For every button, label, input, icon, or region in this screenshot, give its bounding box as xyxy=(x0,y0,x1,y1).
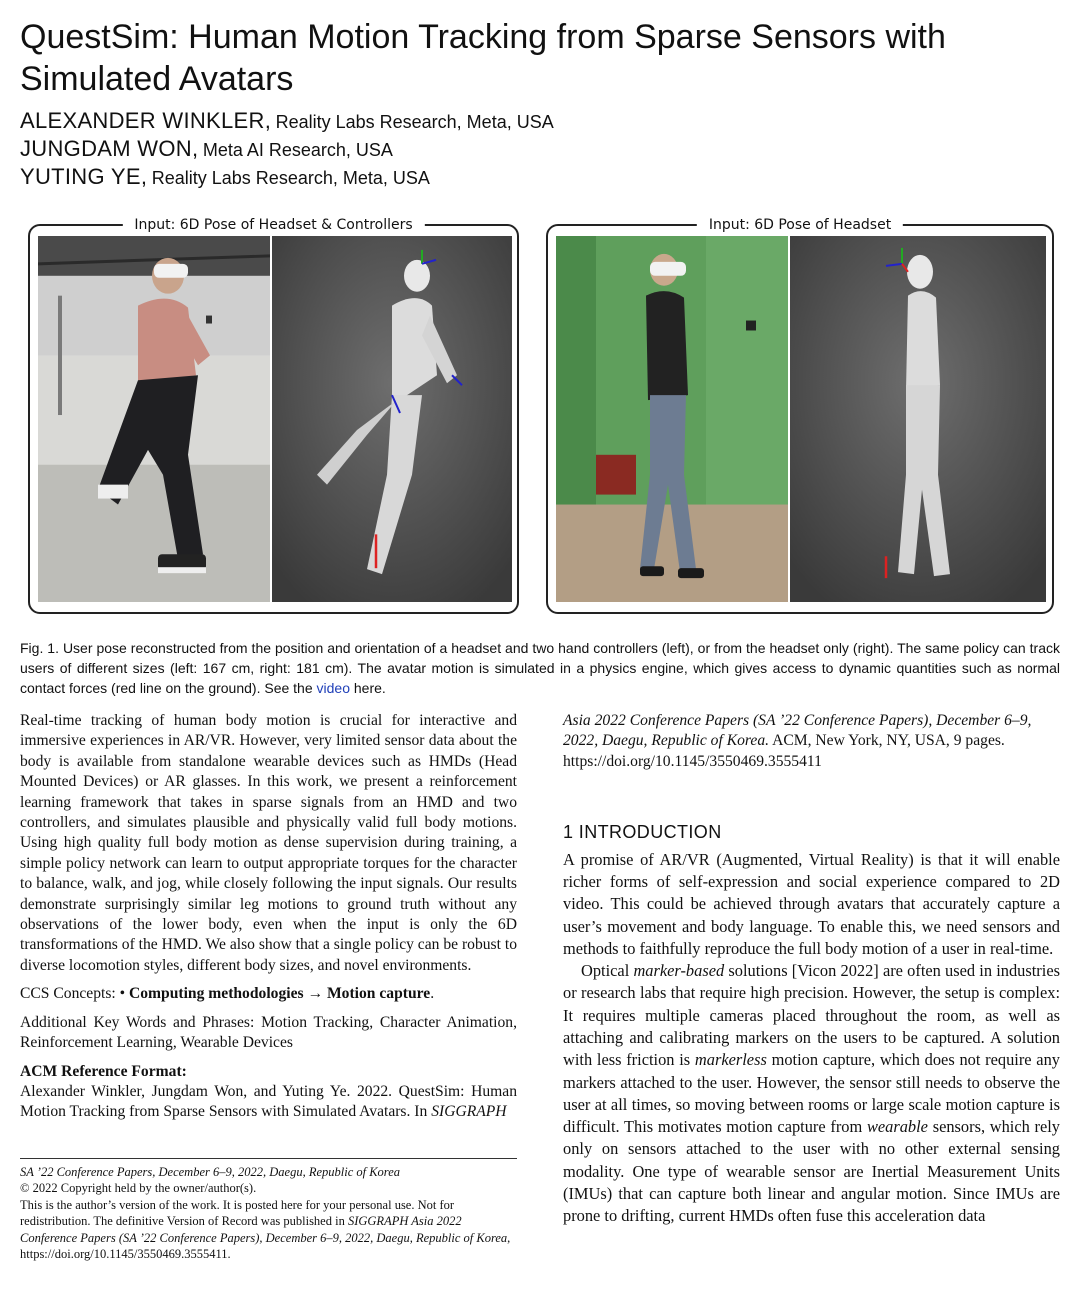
acm-reference-start: Alexander Winkler, Jungdam Won, and Yuting Ye. 2022. QuestSim: Human Motion Tracking from Sparse Sensors with Simulated Avatars. In xyxy=(20,1082,517,1121)
ccs-prefix: CCS Concepts: • xyxy=(20,985,129,1003)
author-list xyxy=(20,107,554,191)
text-run-italic: marker-based xyxy=(633,961,725,981)
text-run: motion capture, which does not require any markers attached to the user. However, the sensor still needs to observe the user at all times, so moving between rooms or large scale motion capture is difficult. This motivates motion capture from xyxy=(563,1050,1060,1137)
right-column xyxy=(563,711,1060,1228)
footnote-copyright: © 2022 Copyright held by the owner/author(s). xyxy=(20,1181,257,1196)
footnote-notice-venue: SIGGRAPH Asia 2022 Conference Papers (SA ’22 Conference Papers), December 6–9, 2022, Daegu, Republic of Korea xyxy=(20,1214,508,1245)
author-name: YUTING YE, xyxy=(20,164,148,189)
left-column xyxy=(20,711,517,1123)
author-affiliation: Reality Labs Research, Meta, USA xyxy=(275,112,554,132)
author-name: JUNGDAM WON, xyxy=(20,136,199,161)
figure-panel-label: Input: 6D Pose of Headset xyxy=(697,216,903,234)
acm-reference-end: ACM, New York, NY, USA, 9 pages. https://doi.org/10.1145/3550469.3555411 xyxy=(563,732,1005,770)
ccs-arrow: → xyxy=(303,985,327,1003)
keywords: Additional Key Words and Phrases: Motion Tracking, Character Animation, Reinforcement Learning, Wearable Devices xyxy=(20,1013,517,1052)
paper-title: QuestSim: Human Motion Tracking from Sparse Sensors with Simulated Avatars xyxy=(20,18,946,98)
acm-reference-text xyxy=(20,1082,517,1123)
abstract: Real-time tracking of human body motion is crucial for interactive and immersive experiences in AR/VR. However, very limited sensor data about the body is available from standalone wearable devices such as HMDs (Head Mounted Devices) or AR glasses. In this work, we present a reinforcement learning framework that takes in sparse signals from an HMD and two controllers, and simulates plausible and physically valid full body motions. Using high quality full body motion as dense supervision during training, a simple policy network can learn to output appropriate torques for the character to balance, walk, and jog, while closely following the input signals. Our results demonstrate surprisingly similar leg motions to ground truth without any observations of the lower body, even when the input is only the 6D transformations of the HMD. We also show that a single policy can be robust to diverse locomotion styles, different body sizes, and novel environments. xyxy=(20,712,517,974)
copyright-footnote xyxy=(20,1158,517,1262)
figure-caption xyxy=(20,638,1060,698)
figure-panel-headset-only xyxy=(546,217,1054,614)
intro-paragraph: A promise of AR/VR (Augmented, Virtual Reality) is that it will enable richer forms of self-expression and social experience compared to 2D video. This could be achieved through avatars that accurately capture a user’s movement and body language. To enable this, we need sensors and methods to faithfully reproduce the full body motion of a user in real-time. xyxy=(563,849,1060,958)
footnote-notice-end: , https://doi.org/10.1145/3550469.3555411. xyxy=(20,1230,511,1262)
author-entry xyxy=(20,107,554,135)
video-link[interactable]: video xyxy=(316,680,350,696)
ccs-concepts xyxy=(20,984,517,1004)
section-heading-introduction: 1 INTRODUCTION xyxy=(563,822,722,843)
footnote-venue: SA ’22 Conference Papers, December 6–9, 2022, Daegu, Republic of Korea xyxy=(20,1165,401,1179)
text-run: Optical xyxy=(581,961,630,981)
acm-reference-venue: SIGGRAPH xyxy=(431,1103,507,1121)
author-affiliation: Meta AI Research, USA xyxy=(202,140,393,160)
figure-panel-label: Input: 6D Pose of Headset & Controllers xyxy=(122,216,424,234)
simulated-avatar-jogging xyxy=(272,236,512,602)
text-run-italic: wearable xyxy=(866,1117,928,1137)
acm-reference-continued xyxy=(563,711,1060,772)
ccs-term: Motion capture xyxy=(326,985,431,1003)
author-name: ALEXANDER WINKLER, xyxy=(20,108,272,133)
figure-panel-headset-controllers xyxy=(28,217,519,614)
text-run-italic: markerless xyxy=(694,1050,767,1070)
ccs-term: Computing methodologies xyxy=(129,985,304,1003)
acm-reference-heading: ACM Reference Format: xyxy=(20,1062,187,1080)
simulated-avatar-walking xyxy=(790,236,1046,602)
intro-paragraph xyxy=(563,960,1060,1228)
caption-text: Fig. 1. User pose reconstructed from the position and orientation of a headset and two hand controllers (left), or from the headset only (right). The same policy can track users of different sizes (left: 167 cm, right: 181 cm). The avatar motion is simulated in a physics engine, which gives access to dynamic quantities such as normal contact forces (red line on the ground). See the xyxy=(20,640,1060,696)
author-affiliation: Reality Labs Research, Meta, USA xyxy=(151,168,430,188)
author-entry xyxy=(20,163,554,191)
author-entry xyxy=(20,135,554,163)
acm-reference-venue-cont: Asia 2022 Conference Papers (SA ’22 Conference Papers), December 6–9, 2022, Daegu, Republic of Korea. xyxy=(563,712,1032,750)
photo-user-walking xyxy=(556,236,788,602)
text-run: sensors, which rely only on sensors attached to the user with no other external sensing modality. One type of wearable sensor are Inertial Measurement Units (IMUs) that can capture both linear and angular motion. Since IMUs are prone to drifting, current HMDs often fuse this acceleration data xyxy=(563,1117,1060,1226)
photo-user-jogging xyxy=(38,236,270,602)
caption-end: here. xyxy=(353,680,386,696)
ccs-suffix: . xyxy=(430,985,435,1003)
text-run: solutions [Vicon 2022] are often used in industries or research labs that require high precision. However, the setup is complex: It requires multiple cameras placed throughout the room, as well as attaching and calibrating markers on the users to be captured. A solution with less friction is xyxy=(563,961,1060,1070)
footnote-notice xyxy=(20,1197,517,1263)
footnote-notice-start: This is the author’s version of the work. It is posted here for your personal use. Not for redistribution. The definitive Version of Record was published in xyxy=(20,1197,455,1229)
